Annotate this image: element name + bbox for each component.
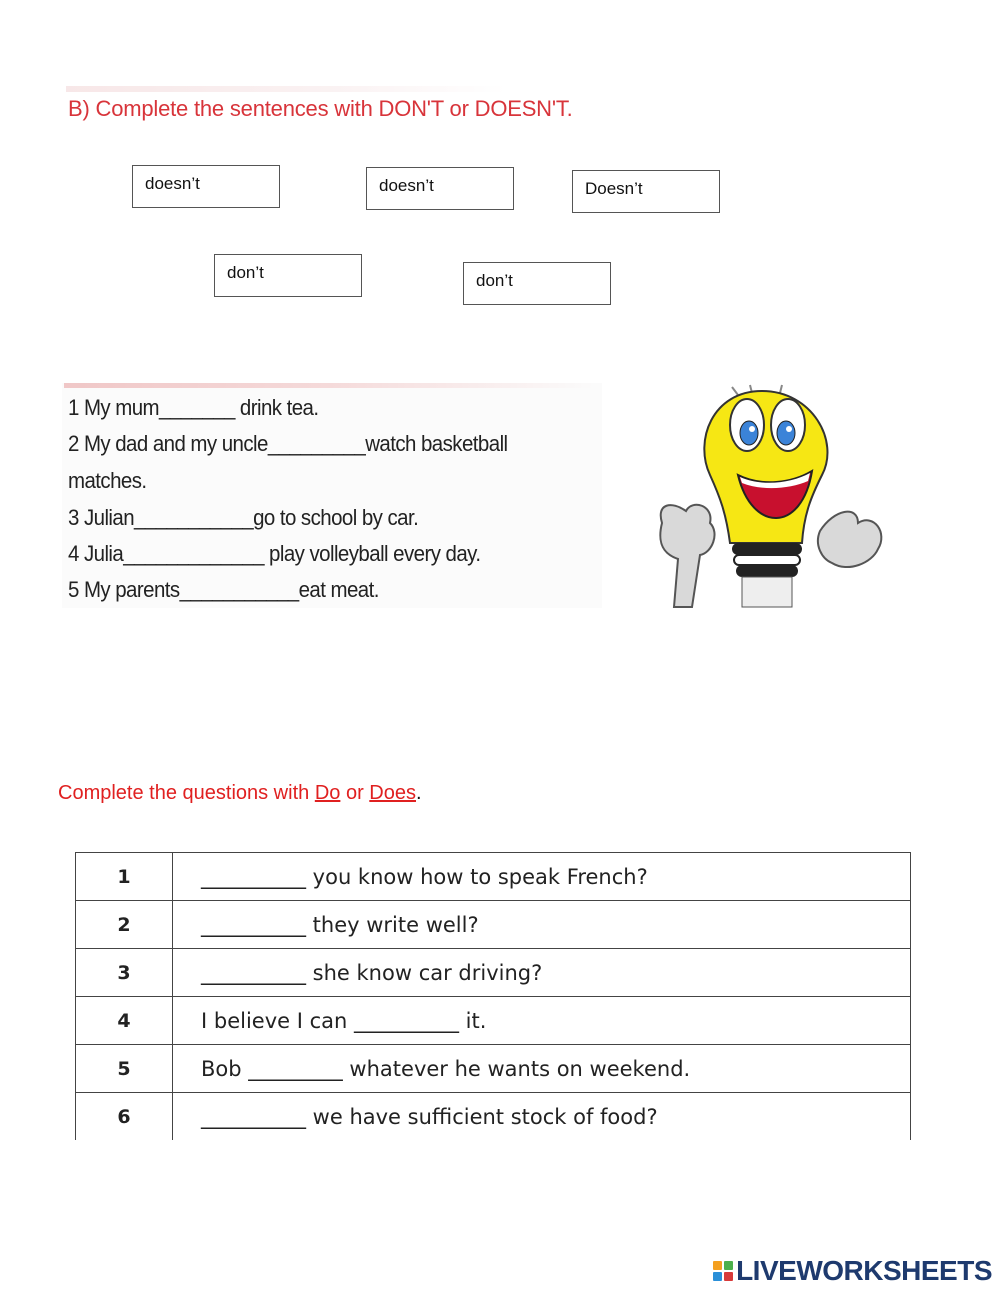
answer-box-1[interactable]: doesn’t [132,165,280,208]
table-row [76,949,911,997]
do-keyword: Do [314,782,341,804]
answer-box-4[interactable]: don’t [214,254,362,297]
sentences-image [62,383,602,608]
or-word: or [340,782,370,804]
sentence-2-continued: matches. [68,468,147,493]
row-number: 5 [76,1045,173,1093]
row-number: 6 [76,1093,173,1141]
sentence-4: 4 Julia_____________ play volleyball every day. [68,541,481,566]
sentence-1: 1 My mum_______ drink tea. [68,395,319,420]
table-row [76,901,911,949]
header-fragment [66,86,506,92]
sentence-2: 2 My dad and my uncle_________watch basketball [68,431,508,456]
answer-box-2[interactable]: doesn’t [366,167,514,210]
questions-table [75,852,911,1140]
table-row [76,853,911,901]
table-row [76,1045,911,1093]
table-row [76,997,911,1045]
row-question: __________ you know how to speak French? [173,853,911,901]
row-question: __________ they write well? [173,901,911,949]
row-question: __________ she know car driving? [173,949,911,997]
logo-text: LIVEWORKSHEETS [736,1255,992,1286]
liveworksheets-logo[interactable] [713,1254,992,1288]
lightbulb-cartoon [652,383,892,611]
row-number: 1 [76,853,173,901]
title-period: . [416,782,422,804]
row-number: 2 [76,901,173,949]
logo-squares-icon [713,1261,733,1281]
title-prefix: Complete the questions with [58,782,315,804]
table-row [76,1093,911,1141]
header-fragment [64,383,594,388]
row-number: 3 [76,949,173,997]
sentence-5: 5 My parents___________eat meat. [68,577,379,602]
row-number: 4 [76,997,173,1045]
section-b-title: B) Complete the sentences with DON'T or DOESN'T. [68,96,573,121]
row-question: I believe I can __________ it. [173,997,911,1045]
sentence-3: 3 Julian___________go to school by car. [68,505,419,530]
does-keyword: Does [369,782,416,804]
row-question: Bob _________ whatever he wants on weekend. [173,1045,911,1093]
answer-box-3[interactable]: Doesn’t [572,170,720,213]
answer-box-5[interactable]: don’t [463,262,611,305]
section-c-title [58,782,422,805]
row-question: __________ we have sufficient stock of food? [173,1093,911,1141]
